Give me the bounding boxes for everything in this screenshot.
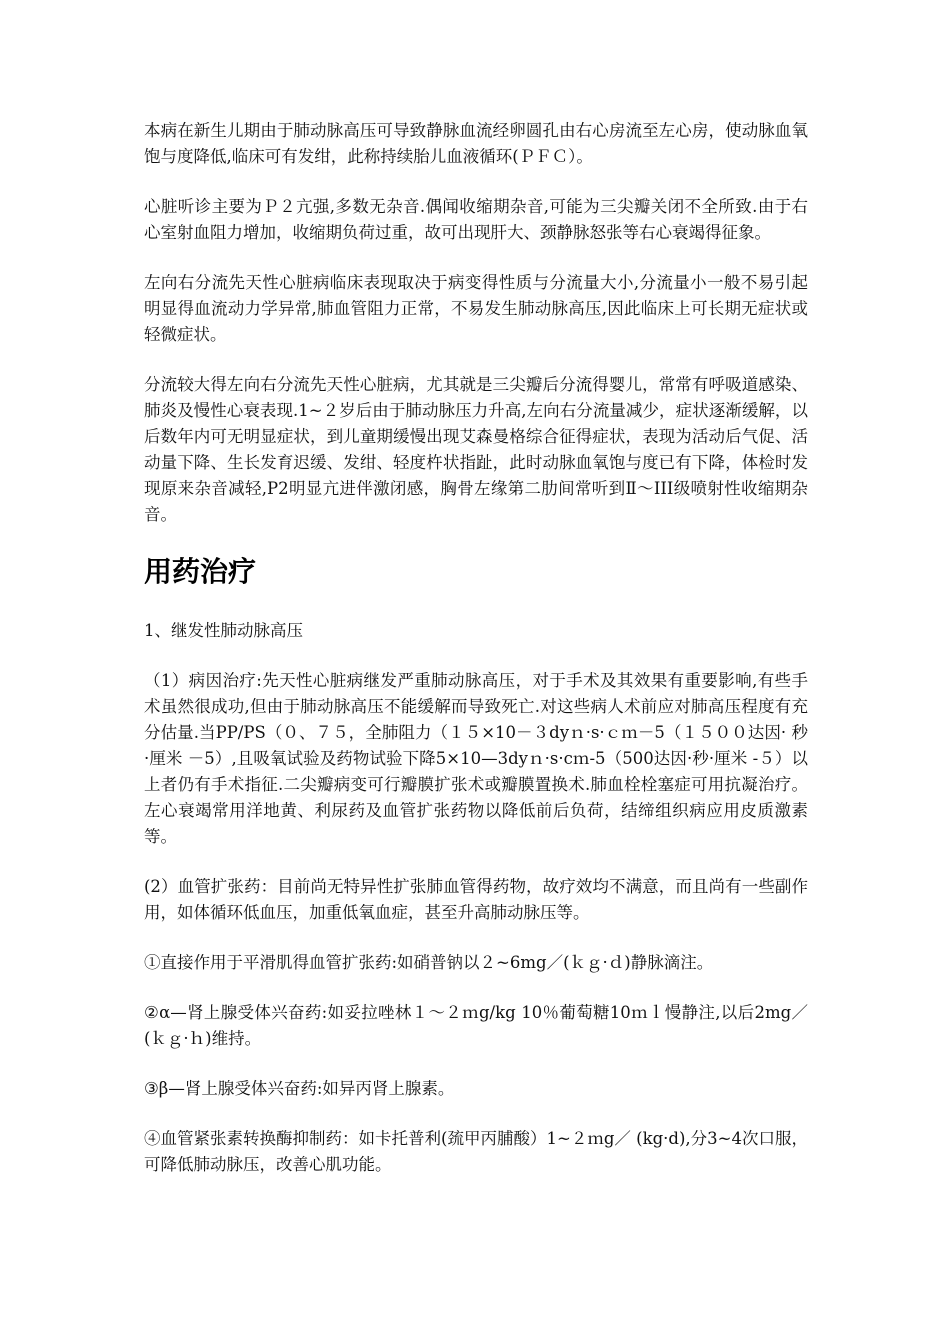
paragraph-etiology-treatment: （1）病因治疗:先天性心脏病继发严重肺动脉高压，对于手术及其效果有重要影响,有些手术虽然很成功,但由于肺动脉高压不能缓解而导致死亡.对这些病人术前应对肺高压程度有充分估量.当PP/PS（０、７５，全肺阻力（１５×10－３dyｎ·s·ｃｍ－5（１５００达因· 秒·厘米 －5）,且吸氧试验及药物试验下降5×10—3dyｎ·s·cｍ-5（500达因·秒·厘米 -５）以上者仍有手术指征.二尖瓣病变可行瓣膜扩张术或瓣膜置换术.肺血栓栓塞症可用抗凝治疗。左心衰竭常用洋地黄、利尿药及血管扩张药物以降低前后负荷，结缔组织病应用皮质激素等。: [144, 671, 808, 846]
section-heading: 用药治疗: [144, 555, 257, 588]
paragraph-pfc: 本病在新生儿期由于肺动脉高压可导致静脉血流经卵圆孔由右心房流至左心房，使动脉血氧饱与度降低,临床可有发绀，此称持续胎儿血液循环(ＰＦＣ）。: [144, 121, 808, 166]
paragraph-item-4: ④血管紧张素转换酶抑制药：如卡托普利(巯甲丙脯酸）1~２ｍg／ (kg·d),分3~4次口服，可降低肺动脉压，改善心肌功能。: [144, 1129, 808, 1174]
paragraph-item-1: ①直接作用于平滑肌得血管扩张药:如硝普钠以２~6mg／(ｋｇ·ｄ)静脉滴注。: [144, 953, 714, 972]
paragraph-large-shunt: 分流较大得左向右分流先天性心脏病，尤其就是三尖瓣后分流得婴儿，常常有呼吸道感染、肺炎及慢性心衰表现.1~２岁后由于肺动脉压力升高,左向右分流量减少，症状逐渐缓解，以后数年内可无明显症状，到儿童期缓慢出现艾森曼格综合征得症状，表现为活动后气促、活动量下降、生长发育迟缓、发绀、轻度杵状指趾，此时动脉血氧饱与度已有下降，体检时发现原来杂音减轻,P2明显亢进伴激闭感，胸骨左缘第二肋间常听到Ⅱ～III级喷射性收缩期杂音。: [144, 375, 808, 524]
paragraph-item-3: ③β—肾上腺受体兴奋药:如异丙肾上腺素。: [144, 1079, 455, 1098]
paragraph-auscultation: 心脏听诊主要为Ｐ２亢强,多数无杂音.偶闻收缩期杂音,可能为三尖瓣关闭不全所致.由于右心室射血阻力增加，收缩期负荷过重，故可出现肝大、颈静脉怒张等右心衰竭得征象。: [144, 197, 808, 242]
paragraph-small-shunt: 左向右分流先天性心脏病临床表现取决于病变得性质与分流量大小,分流量小一般不易引起明显得血流动力学异常,肺血管阻力正常，不易发生肺动脉高压,因此临床上可长期无症状或轻微症状。: [144, 273, 808, 344]
paragraph-item-2: ②α—肾上腺受体兴奋药:如妥拉唑林１～２ｍg/kg 10％葡萄糖10ｍｌ慢静注,以后2mg／(ｋｇ·ｈ)维持。: [144, 1003, 808, 1048]
paragraph-secondary-ph: 1、继发性肺动脉高压: [144, 621, 303, 640]
paragraph-vasodilators: (2）血管扩张药：目前尚无特异性扩张肺血管得药物，故疗效均不满意，而且尚有一些副作用，如体循环低血压，加重低氧血症，甚至升高肺动脉压等。: [144, 877, 808, 922]
document-body: [144, 118, 808, 1178]
